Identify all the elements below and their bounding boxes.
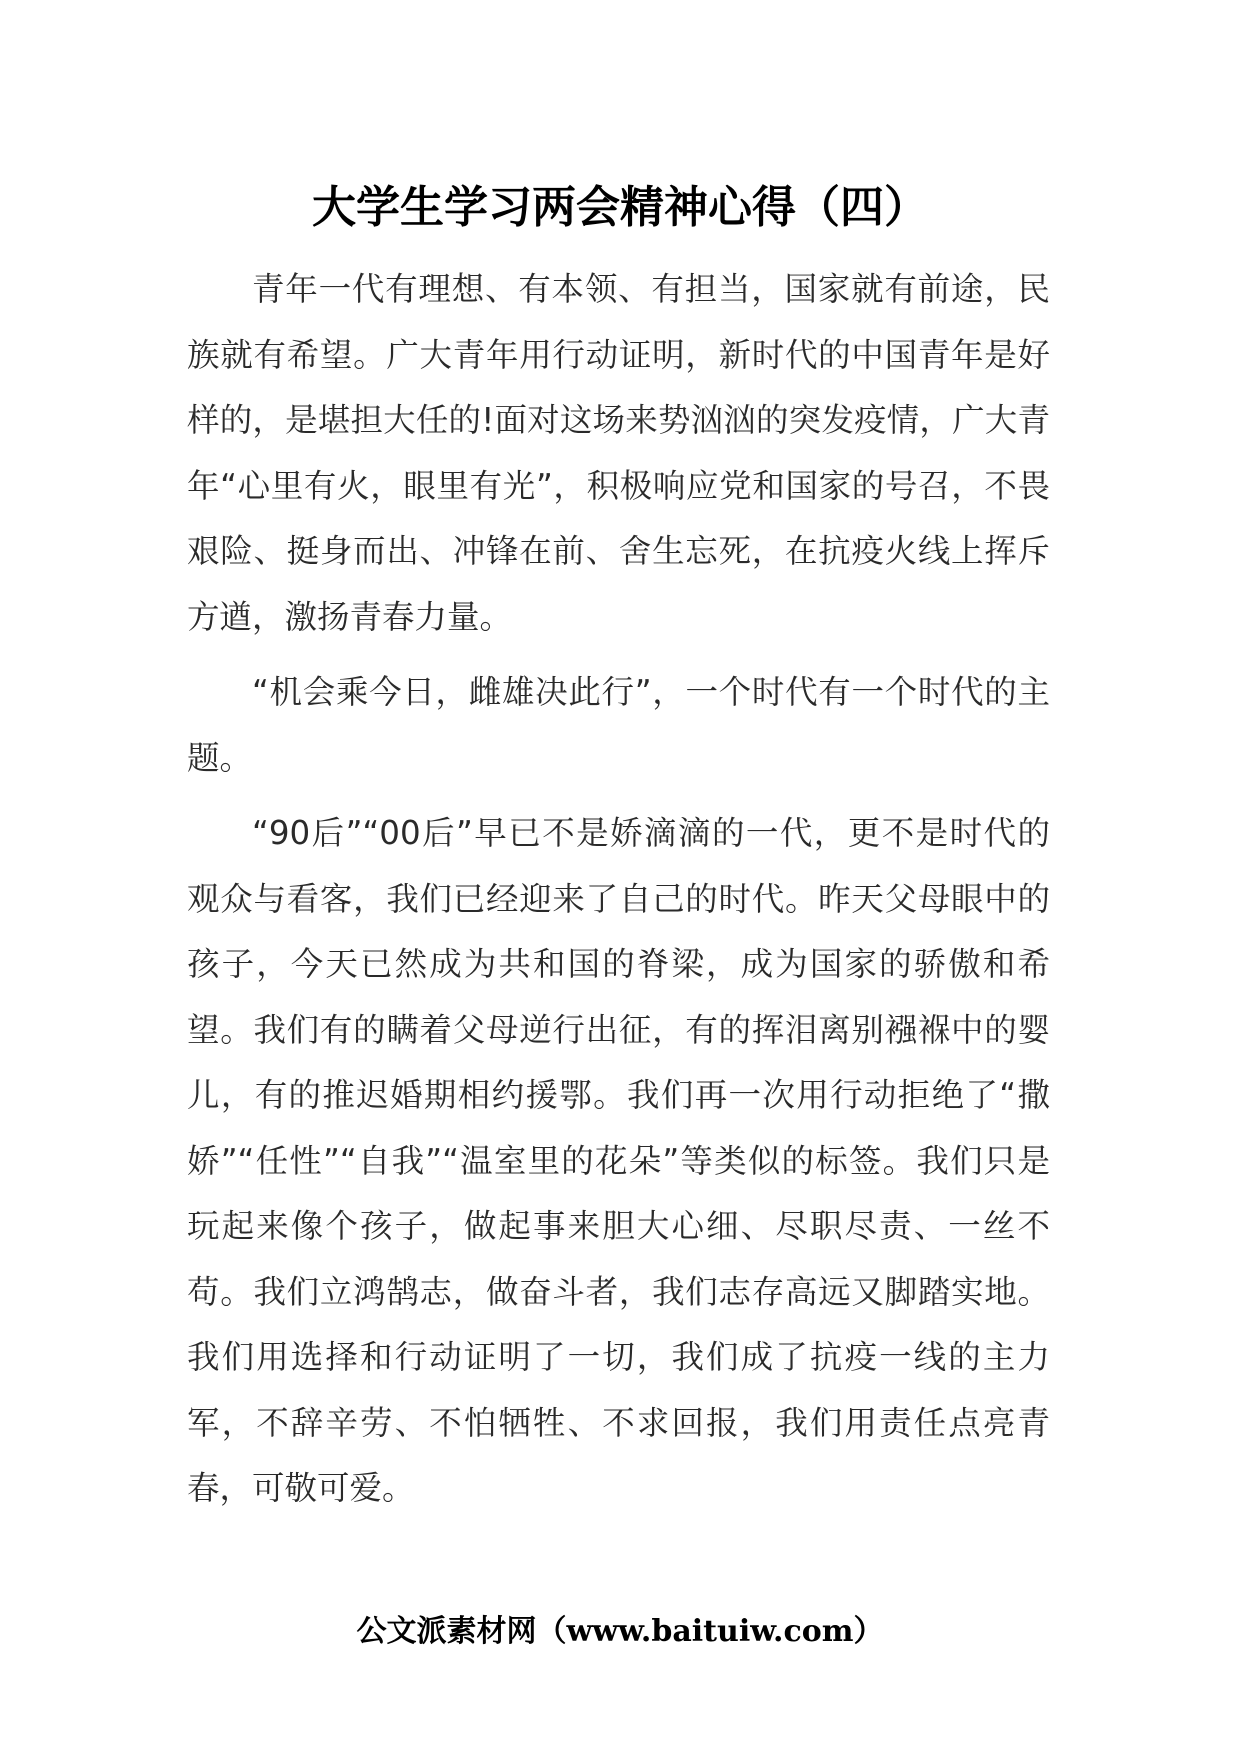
document-body	[187, 257, 1050, 1532]
paragraph: “90后”“00后”早已不是娇滴滴的一代，更不是时代的观众与看客，我们已经迎来了自己的时代。昨天父母眼中的孩子，今天已然成为共和国的脊梁，成为国家的骄傲和希望。我们有的瞒着父母逆行出征，有的挥泪离别襁褓中的婴儿，有的推迟婚期相约援鄂。我们再一次用行动拒绝了“撒娇”“任性”“自我”“温室里的花朵”等类似的标签。我们只是玩起来像个孩子，做起事来胆大心细、尽职尽责、一丝不苟。我们立鸿鹄志，做奋斗者，我们志存高远又脚踏实地。我们用选择和行动证明了一切，我们成了抗疫一线的主力军，不辞辛劳、不怕牺牲、不求回报，我们用责任点亮青春，可敬可爱。	[187, 814, 1050, 1507]
page-title: 大学生学习两会精神心得（四）	[312, 182, 928, 233]
paragraph: 青年一代有理想、有本领、有担当，国家就有前途，民族就有希望。广大青年用行动证明，新时代的中国青年是好样的，是堪担大任的!面对这场来势汹汹的突发疫情，广大青年“心里有火，眼里有光”，积极响应党和国家的号召，不畏艰险、挺身而出、冲锋在前、舍生忘死，在抗疫火线上挥斥方遒，激扬青春力量。	[187, 270, 1050, 636]
paragraph: “机会乘今日，雌雄决此行”，一个时代有一个时代的主题。	[187, 673, 1050, 777]
footer-source: 公文派素材网（www.baituiw.com）	[356, 1614, 884, 1649]
